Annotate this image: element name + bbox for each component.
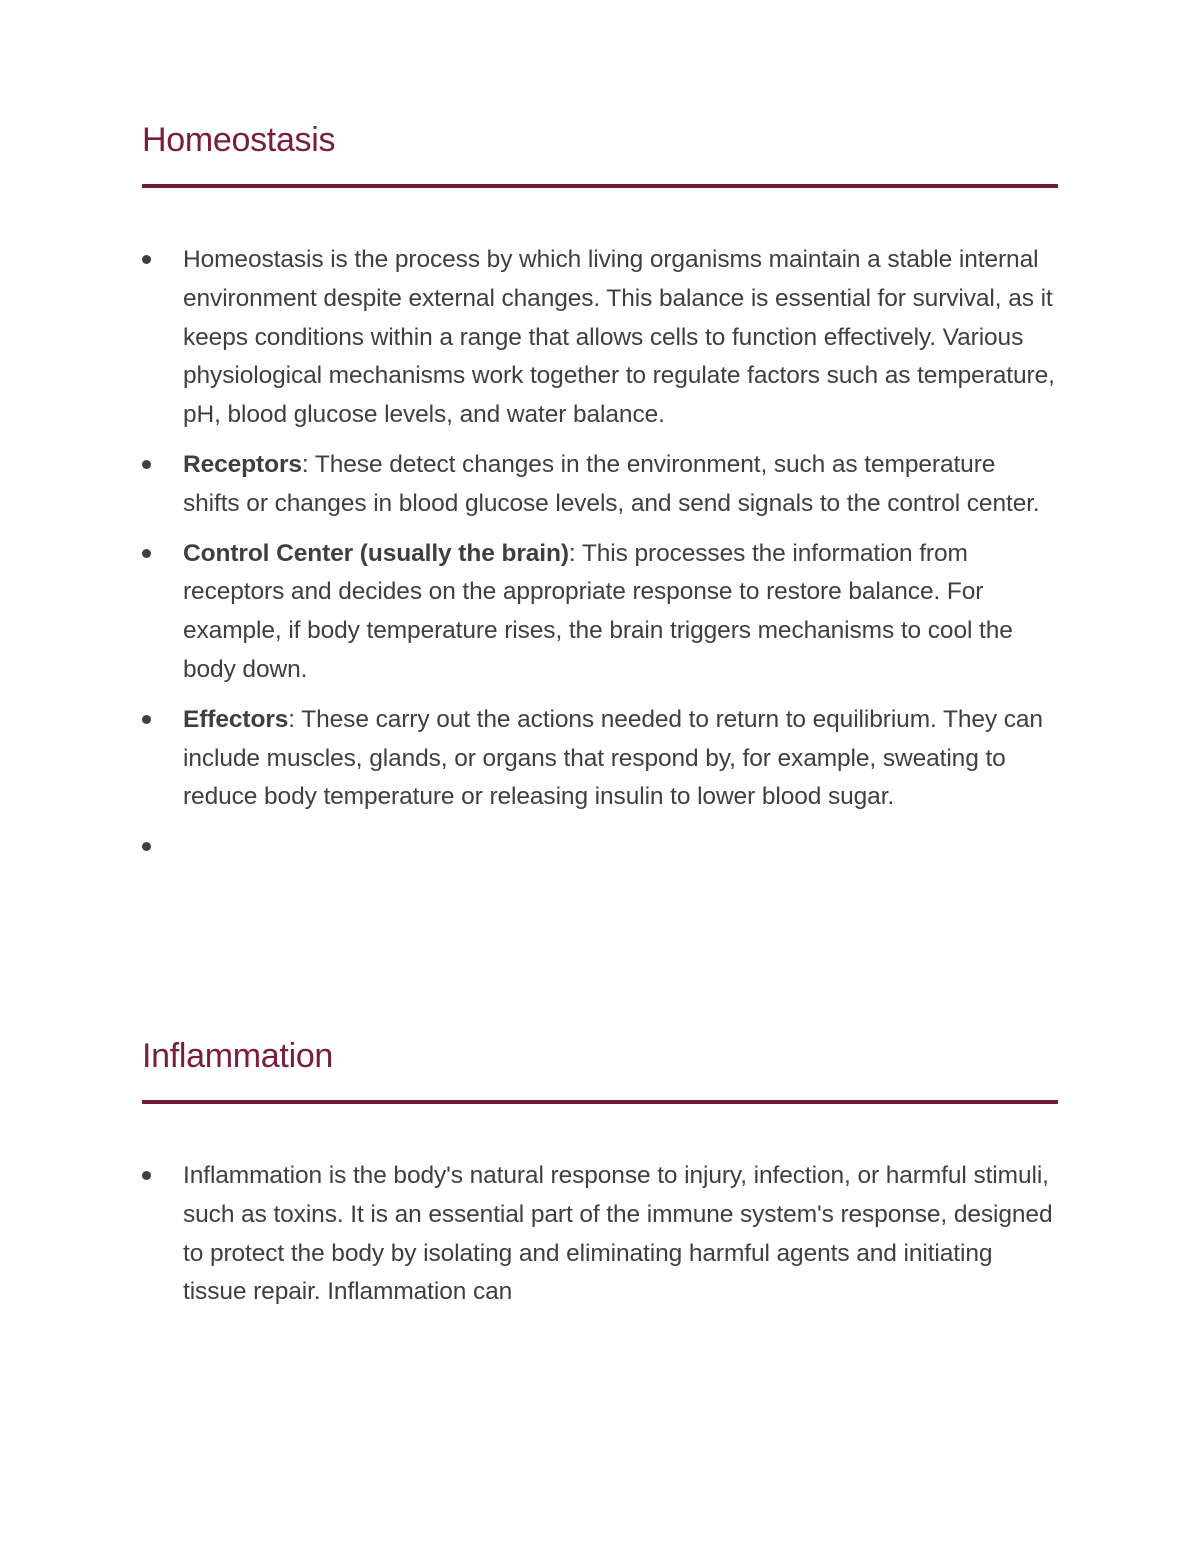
- list-item: [142, 446, 1058, 524]
- heading-rule: [142, 184, 1058, 188]
- item-term: Control Center (usually the brain): [183, 539, 569, 567]
- bullet-list: [142, 241, 1058, 867]
- section-heading: Homeostasis: [142, 121, 336, 159]
- bullet-icon: [142, 842, 151, 851]
- item-text: Inflammation is the body's natural response to injury, infection, or harmful stimuli, such as toxins. It is an essential part of the immune system's response, designed to protect the body by isolating and eliminating harmful agents and initiating tissue repair. Inflammation can: [183, 1162, 1053, 1306]
- item-text: Homeostasis is the process by which living organisms maintain a stable internal environment despite external changes. This balance is essential for survival, as it keeps conditions within a range that allows cells to function effectively. Various physiological mechanisms work together to regulate factors such as temperature, pH, blood glucose levels, and water balance.: [183, 246, 1055, 429]
- item-term: Receptors: [183, 450, 302, 478]
- section-inflammation: [142, 1036, 1058, 1323]
- section-homeostasis: [142, 120, 1058, 878]
- bullet-icon: [142, 715, 151, 724]
- list-item: [142, 1157, 1058, 1312]
- list-item: [142, 701, 1058, 817]
- bullet-icon: [142, 549, 151, 558]
- section-heading: Inflammation: [142, 1037, 334, 1075]
- item-text: : These detect changes in the environment, such as temperature shifts or changes in blood glucose levels, and send signals to the control center.: [183, 450, 1040, 517]
- bullet-list: [142, 1157, 1058, 1312]
- item-text: : These carry out the actions needed to return to equilibrium. They can include muscles, glands, or organs that respond by, for example, sweating to reduce body temperature or releasing insulin to lower blood sugar.: [183, 705, 1043, 811]
- bullet-icon: [142, 460, 151, 469]
- list-item-empty: [142, 828, 1058, 867]
- bullet-icon: [142, 255, 151, 264]
- list-item: [142, 535, 1058, 690]
- list-item: [142, 241, 1058, 435]
- item-term: Effectors: [183, 705, 289, 733]
- bullet-icon: [142, 1171, 151, 1180]
- heading-rule: [142, 1100, 1058, 1104]
- item-text: : This processes the information from receptors and decides on the appropriate response to restore balance. For example, if body temperature rises, the brain triggers mechanisms to cool the body down.: [183, 539, 1013, 683]
